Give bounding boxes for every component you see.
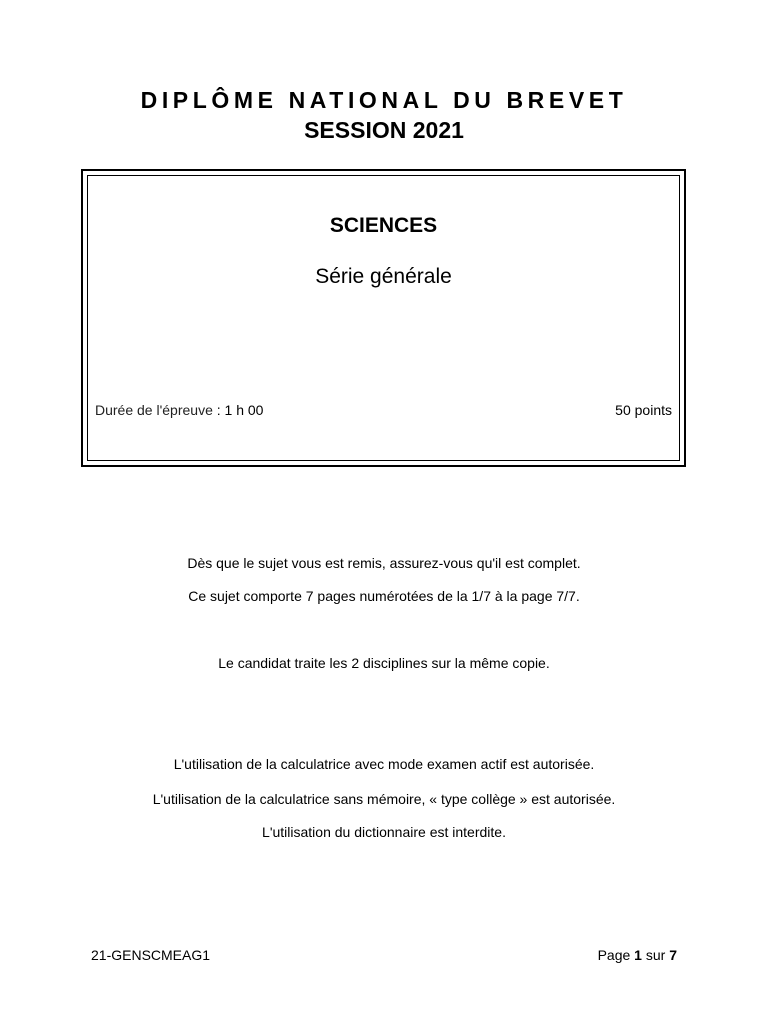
- exam-info-inner-frame: [87, 175, 680, 461]
- session-title: SESSION 2021: [304, 117, 464, 143]
- page-number-current: 1: [634, 947, 642, 963]
- exam-info-frame: [81, 169, 686, 467]
- points-label: 50 points: [615, 402, 672, 418]
- instruction-calculator-exam-mode: L'utilisation de la calculatrice avec mode examen actif est autorisée.: [173, 756, 595, 772]
- page-number-total: 7: [669, 947, 677, 963]
- instruction-complete-check: Dès que le sujet vous est remis, assurez-vous qu'il est complet.: [187, 555, 581, 571]
- page-number: [598, 945, 677, 965]
- instruction-page-count: Ce sujet comporte 7 pages numérotées de la 1/7 à la page 7/7.: [188, 588, 580, 604]
- duration-line: [95, 400, 263, 420]
- series-label: Série générale: [315, 265, 452, 288]
- page-number-separator: sur: [645, 947, 666, 963]
- instruction-calculator-no-memory: L'utilisation de la calculatrice sans mémoire, « type collège » est autorisée.: [152, 791, 616, 807]
- subject-code: 21-GENSCMEAG1: [91, 947, 211, 963]
- instruction-dictionary: L'utilisation du dictionnaire est interdite.: [262, 824, 506, 840]
- page-title: DIPLÔME NATIONAL DU BREVET: [140, 87, 628, 113]
- subject-title: SCIENCES: [329, 214, 438, 237]
- duration-separator: :: [212, 402, 225, 418]
- duration-label: Durée de l'épreuve: [95, 402, 213, 418]
- duration-value: 1 h 00: [224, 402, 264, 418]
- page-number-prefix: Page: [597, 947, 631, 963]
- instruction-same-copy: Le candidat traite les 2 disciplines sur la même copie.: [218, 655, 550, 671]
